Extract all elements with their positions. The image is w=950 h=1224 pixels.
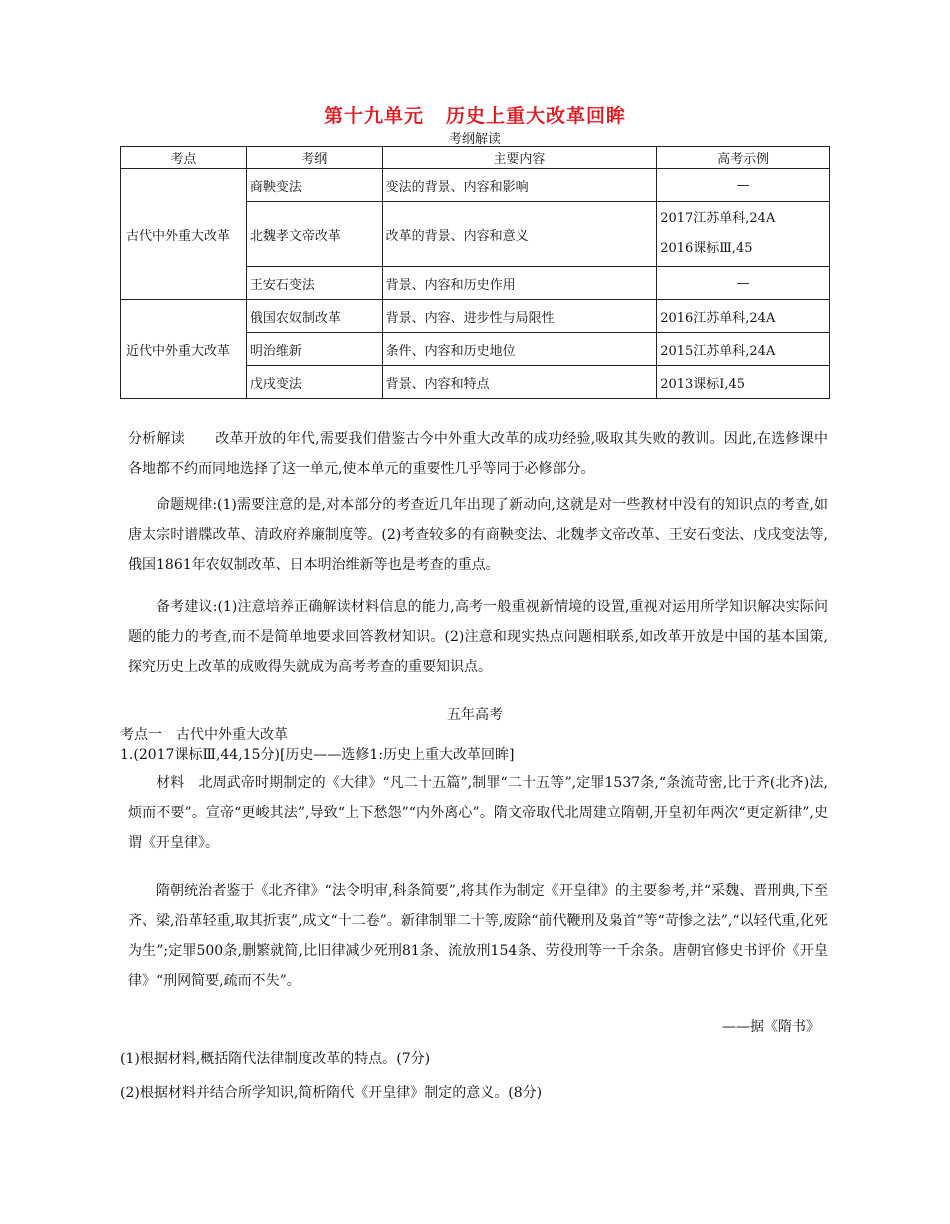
content-cell: 背景、内容和特点 xyxy=(382,366,657,399)
content-cell: 改革的背景、内容和意义 xyxy=(382,202,657,267)
prep-advice-paragraph: 备考建议:(1)注意培养正确解读材料信息的能力,高考一般重视新情境的设置,重视对运用所学知识解决实际问题的能力的考查,而不是简单地要求回答教材知识。(2)注意和现实热点问题相联系,如改革开放是中国的基本国策,探究历史上改革的成败得失就成为高考考查的重要知识点。 xyxy=(128,599,828,675)
header-cell: 考纲 xyxy=(246,147,382,169)
example-cell: 2016江苏单科,24A xyxy=(657,300,830,333)
table-header-row xyxy=(121,147,830,169)
section-heading: 考点一 古代中外重大改革 xyxy=(120,727,288,743)
example-cell: 2015江苏单科,24A xyxy=(657,333,830,366)
analysis-paragraph xyxy=(128,424,828,484)
example-line: 2016课标Ⅲ,45 xyxy=(660,241,753,256)
topic-title: 历史上重大改革回眸 xyxy=(446,105,627,127)
source-citation: ——据《隋书》 xyxy=(722,1019,820,1035)
example-cell xyxy=(657,202,830,267)
header-cell: 考点 xyxy=(121,147,247,169)
content-cell: 背景、内容、进步性与局限性 xyxy=(382,300,657,333)
table-row xyxy=(121,300,830,333)
syllabus-cell: 俄国农奴制改革 xyxy=(246,300,382,333)
content-cell: 条件、内容和历史地位 xyxy=(382,333,657,366)
unit-title: 第十九单元 xyxy=(323,105,424,127)
five-years-heading: 五年高考 xyxy=(447,707,503,723)
material-paragraph-1: 材料 北周武帝时期制定的《大律》“凡二十五篇”,制罪“二十五等”,定罪1537条,“条流苛密,比于齐(北齐)法,烦而不要”。宣帝“更峻其法”,导致“上下愁怨”“内外离心”。隋文帝取代北周建立隋朝,开皇初年两次“更定新律”,史谓《开皇律》。 xyxy=(128,775,828,851)
analysis-label: 分析解读 xyxy=(128,431,186,447)
header-cell: 高考示例 xyxy=(657,147,830,169)
category-cell: 古代中外重大改革 xyxy=(121,169,247,300)
category-cell: 近代中外重大改革 xyxy=(121,300,247,399)
syllabus-table xyxy=(120,146,830,399)
page-title xyxy=(0,101,950,128)
example-cell: — xyxy=(657,169,830,202)
material-paragraph-2: 隋朝统治者鉴于《北齐律》“法令明审,科条简要”,将其作为制定《开皇律》的主要参考,并“采魏、晋刑典,下至齐、梁,沿革轻重,取其折衷”,成文“十二卷”。新律制罪二十等,废除“前代鞭刑及枭首”等“苛惨之法”,“以轻代重,化死为生”;定罪500条,删繁就简,比旧律减少死刑81条、流放刑154条、劳役刑等一千余条。唐朝官修史书评价《开皇律》“刑网简要,疏而不失”。 xyxy=(128,883,828,989)
syllabus-cell: 王安石变法 xyxy=(246,267,382,300)
header-cell: 主要内容 xyxy=(382,147,657,169)
syllabus-cell: 北魏孝文帝改革 xyxy=(246,202,382,267)
syllabus-cell: 商鞅变法 xyxy=(246,169,382,202)
content-cell: 背景、内容和历史作用 xyxy=(382,267,657,300)
example-line: 2017江苏单科,24A xyxy=(660,211,776,226)
syllabus-cell: 戊戌变法 xyxy=(246,366,382,399)
exam-rules-paragraph: 命题规律:(1)需要注意的是,对本部分的考查近几年出现了新动向,这就是对一些教材中没有的知识点的考查,如唐太宗时谱牒改革、清政府养廉制度等。(2)考查较多的有商鞅变法、北魏孝文帝改革、王安石变法、戊戌变法等,俄国1861年农奴制改革、日本明治维新等也是考查的重点。 xyxy=(128,497,828,573)
table-row xyxy=(121,169,830,202)
table-caption: 考纲解读 xyxy=(448,132,501,147)
content-cell: 变法的背景、内容和影响 xyxy=(382,169,657,202)
sub-question-1: (1)根据材料,概括隋代法律制度改革的特点。(7分) xyxy=(120,1051,431,1067)
question-header: 1.(2017课标Ⅲ,44,15分)[历史——选修1:历史上重大改革回眸] xyxy=(120,747,515,763)
analysis-text: 改革开放的年代,需要我们借鉴古今中外重大改革的成功经验,吸取其失败的教训。因此,在选修课中各地都不约而同地选择了这一单元,使本单元的重要性几乎等同于必修部分。 xyxy=(128,431,829,477)
sub-question-2: (2)根据材料并结合所学知识,简析隋代《开皇律》制定的意义。(8分) xyxy=(120,1085,543,1101)
example-cell: — xyxy=(657,267,830,300)
syllabus-cell: 明治维新 xyxy=(246,333,382,366)
example-cell: 2013课标Ⅰ,45 xyxy=(657,366,830,399)
